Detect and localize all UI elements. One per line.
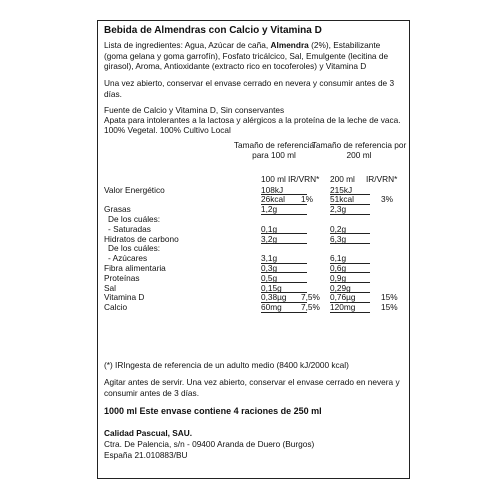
value-200ml: 120mg [330, 302, 356, 313]
nutrient-label: Sal [104, 282, 116, 293]
product-title: Bebida de Almendras con Calcio y Vitamina D [104, 25, 322, 36]
company-address: Ctra. De Palencia, s/n - 09400 Aranda de Duero (Burgos) [104, 439, 315, 449]
nutrient-label: Calcio [104, 302, 128, 313]
ir-200ml: 15% [381, 292, 398, 303]
nutrient-label: Valor Energético [104, 184, 165, 195]
value-100ml: 3,2g [261, 233, 278, 244]
value-200ml: 215kJ [330, 184, 353, 195]
ingredients-text-start: Lista de ingredientes: Agua, Azúcar de caña, [104, 40, 271, 50]
nutrition-label-panel [97, 20, 410, 479]
serving-note: Agitar antes de servir. Una vez abierto, conservar el envase cerrado en nevera y consumir antes de 3 días. [104, 377, 400, 398]
ref-200ml-header-line-1: Tamaño de referencia por [311, 140, 407, 150]
ingredients-allergen: Almendra [270, 40, 309, 50]
value-100ml: 0,3g [261, 262, 278, 273]
nutrient-label: Proteínas [104, 272, 140, 283]
value-100ml: 0,5g [261, 272, 278, 283]
ref-200ml-header [309, 140, 409, 160]
claims-line-1: Fuente de Calcio y Vitamina D, Sin conservantes [104, 105, 285, 115]
ref-100ml-header-line-2: para 100 ml [252, 150, 296, 160]
nutrient-label: Fibra alimentaria [104, 262, 166, 273]
company-name: Calidad Pascual, SAU. [104, 428, 193, 438]
value-200ml: 51kcal [330, 194, 354, 205]
ir-100ml: 7,5% [301, 302, 320, 313]
value-100ml: 0,15g [261, 282, 282, 293]
column-ir-200ml: IR/VRN* [366, 174, 398, 184]
value-200ml: 0,2g [330, 223, 347, 234]
nutrient-label: De los cuáles: [108, 243, 161, 254]
value-100ml: 60mg [261, 302, 282, 313]
value-100ml: 26kcal [261, 194, 285, 205]
portions-info: 1000 ml Este envase contiene 4 raciones de 250 ml [104, 406, 322, 416]
row-underline-200ml [330, 312, 370, 313]
column-ir-100ml: IR/VRN* [288, 174, 320, 184]
nutrient-label: - Azúcares [108, 253, 148, 264]
column-200ml: 200 ml [330, 174, 355, 184]
value-200ml: 0,9g [330, 272, 347, 283]
value-200ml: 2,3g [330, 204, 347, 215]
row-underline-100ml [261, 312, 307, 313]
storage-note: Una vez abierto, conservar el envase cerrado en nevera y consumir antes de 3 días. [104, 78, 395, 99]
ir-200ml: 3% [381, 194, 393, 205]
nutrient-label: Hidratos de carbono [104, 233, 179, 244]
reference-footnote: (*) IRIngesta de referencia de un adulto medio (8400 kJ/2000 kcal) [104, 360, 349, 370]
nutrient-label: De los cuáles: [108, 213, 161, 224]
ir-100ml: 1% [301, 194, 313, 205]
registry-number: España 21.010883/BU [104, 450, 188, 460]
ingredients-list [104, 40, 404, 72]
column-100ml: 100 ml [261, 174, 286, 184]
value-100ml: 0,1g [261, 223, 278, 234]
ingredients-text-end: (2%), Estabilizante (goma gelana y goma garrofín), Fosfato tricálcico, Sal, Emulgente (lecitina de girasol), Aroma, Antioxidante (extracto rico en tocoferoles) y Vitamina D [104, 40, 389, 72]
value-200ml: 0,29g [330, 282, 351, 293]
nutrition-row [98, 302, 411, 313]
ir-200ml: 15% [381, 302, 398, 313]
value-200ml: 6,1g [330, 253, 347, 264]
value-200ml: 0,6g [330, 262, 347, 273]
claims-line-3: 100% Vegetal. 100% Cultivo Local [104, 125, 231, 135]
value-200ml: 6,3g [330, 233, 347, 244]
ref-100ml-header-line-1: Tamaño de referencia [233, 140, 315, 150]
value-100ml: 3,1g [261, 253, 278, 264]
nutrient-label: Grasas [104, 204, 131, 215]
ir-100ml: 7,5% [301, 292, 320, 303]
claims-line-2: Apata para intolerantes a la lactosa y alérgicos a la proteína de la leche de vaca. [104, 115, 401, 125]
ref-100ml-header [226, 140, 322, 160]
value-100ml: 108kJ [261, 184, 284, 195]
value-100ml: 1,2g [261, 204, 278, 215]
ref-200ml-header-line-2: 200 ml [346, 150, 372, 160]
nutrient-label: Vitamina D [104, 292, 145, 303]
value-100ml: 0,38µg [261, 292, 287, 303]
nutrient-label: - Saturadas [108, 223, 151, 234]
value-200ml: 0,76µg [330, 292, 356, 303]
